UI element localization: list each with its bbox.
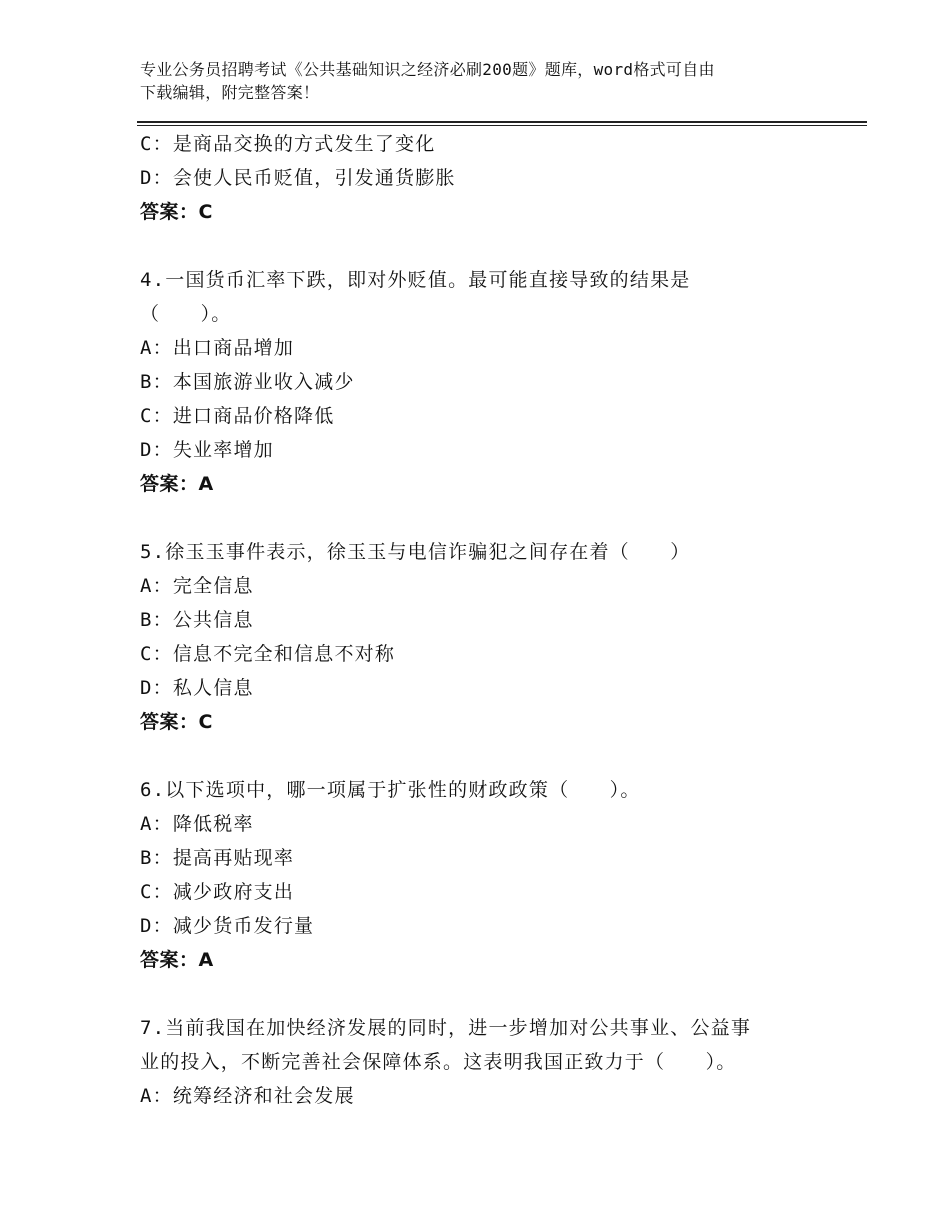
option-b: B：本国旅游业收入减少 — [140, 371, 355, 393]
option-c: C：减少政府支出 — [140, 881, 295, 903]
spacer — [140, 229, 840, 263]
option-d: D：会使人民币贬值，引发通货膨胀 — [140, 167, 456, 189]
header-line-1: 专业公务员招聘考试《公共基础知识之经济必刷200题》题库，word格式可自由 — [140, 60, 715, 79]
option-c: C：信息不完全和信息不对称 — [140, 643, 396, 665]
question-stem: 7.当前我国在加快经济发展的同时，进一步增加对公共事业、公益事 — [140, 1017, 752, 1039]
question-stem: 6.以下选项中，哪一项属于扩张性的财政政策（ ）。 — [140, 779, 641, 801]
option-a: A：统筹经济和社会发展 — [140, 1085, 355, 1107]
option-d: D：私人信息 — [140, 677, 254, 699]
question-list — [140, 127, 840, 1113]
header-rule-thick — [137, 121, 867, 123]
question-stem: 4.一国货币汇率下跌，即对外贬值。最可能直接导致的结果是 — [140, 269, 691, 291]
option-c: C：进口商品价格降低 — [140, 405, 335, 427]
question-stem-continued: （ ）。 — [140, 303, 232, 325]
answer-line: 答案：A — [140, 949, 214, 971]
answer-line: 答案：A — [140, 473, 214, 495]
option-b: B：提高再贴现率 — [140, 847, 295, 869]
option-a: A：降低税率 — [140, 813, 254, 835]
header-line-2: 下载编辑，附完整答案！ — [140, 83, 320, 102]
document-header — [140, 58, 810, 104]
header-rule-thin — [137, 125, 867, 126]
option-b: B：公共信息 — [140, 609, 254, 631]
question-stem: 5.徐玉玉事件表示，徐玉玉与电信诈骗犯之间存在着（ ） — [140, 541, 691, 563]
option-a: A：完全信息 — [140, 575, 254, 597]
option-c: C：是商品交换的方式发生了变化 — [140, 133, 436, 155]
option-a: A：出口商品增加 — [140, 337, 295, 359]
spacer — [140, 977, 840, 1011]
option-d: D：失业率增加 — [140, 439, 274, 461]
answer-line: 答案：C — [140, 201, 213, 223]
spacer — [140, 739, 840, 773]
question-stem-continued: 业的投入，不断完善社会保障体系。这表明我国正致力于（ ）。 — [140, 1051, 737, 1073]
answer-line: 答案：C — [140, 711, 213, 733]
spacer — [140, 501, 840, 535]
option-d: D：减少货币发行量 — [140, 915, 315, 937]
